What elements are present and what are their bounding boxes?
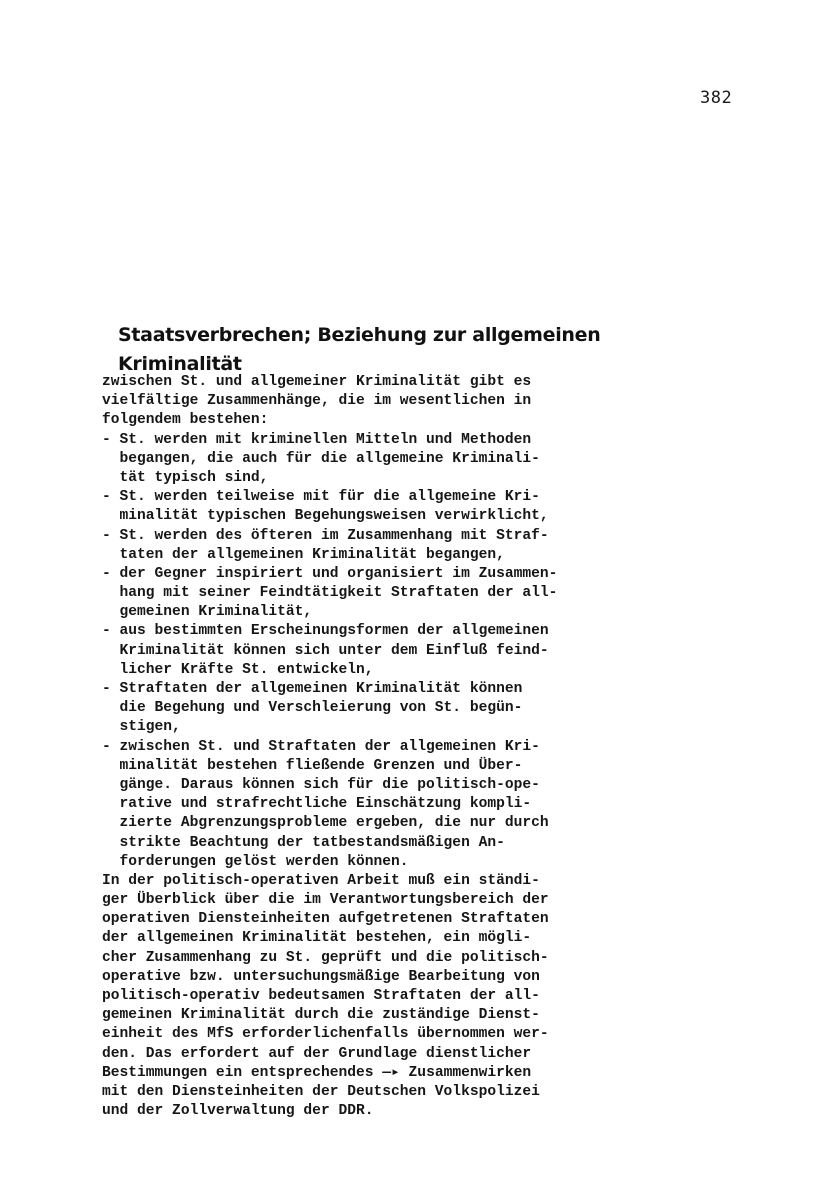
body-line: die Begehung und Verschleierung von St. begün- [102, 700, 523, 717]
body-line: cher Zusammenhang zu St. geprüft und die politisch- [102, 949, 549, 966]
body-line: tät typisch sind, [102, 469, 269, 486]
body-line: forderungen gelöst werden können. [102, 853, 409, 870]
body-line: den. Das erfordert auf der Grundlage dienstlicher [102, 1045, 532, 1062]
body-line: licher Kräfte St. entwickeln, [102, 661, 374, 678]
body-line: Kriminalität können sich unter dem Einfluß feind- [102, 642, 549, 659]
body-line: gemeinen Kriminalität, [102, 604, 313, 621]
body-line: hang mit seiner Feindtätigkeit Straftaten der all- [102, 585, 558, 602]
body-line: operativen Diensteinheiten aufgetretenen Straftaten [102, 911, 549, 928]
heading-line-2: Kriminalität [118, 353, 242, 375]
body-line: und der Zollverwaltung der DDR. [102, 1103, 374, 1120]
body-line: operative bzw. untersuchungsmäßige Bearbeitung von [102, 968, 540, 985]
body-line: rative und strafrechtliche Einschätzung kompli- [102, 796, 532, 813]
body-line: - St. werden mit kriminellen Mitteln und Methoden [102, 431, 532, 448]
body-line: zwischen St. und allgemeiner Kriminalität gibt es [102, 374, 532, 390]
body-line: In der politisch-operativen Arbeit muß ein ständi- [102, 872, 540, 889]
entry-body [102, 373, 632, 1121]
page-number: 382 [700, 88, 733, 108]
body-line: - St. werden des öfteren im Zusammenhang mit Straf- [102, 527, 549, 544]
body-line: minalität typischen Begehungsweisen verwirklicht, [102, 508, 549, 525]
body-line: - St. werden teilweise mit für die allgemeine Kri- [102, 489, 540, 506]
body-line: taten der allgemeinen Kriminalität begangen, [102, 546, 505, 563]
body-line: einheit des MfS erforderlichenfalls übernommen wer- [102, 1026, 549, 1043]
body-line: strikte Beachtung der tatbestandsmäßigen An- [102, 834, 505, 851]
body-line: - Straftaten der allgemeinen Kriminalität können [102, 681, 523, 697]
body-line: zierte Abgrenzungsprobleme ergeben, die nur durch [102, 815, 549, 832]
body-line: der allgemeinen Kriminalität bestehen, ein mögli- [102, 930, 532, 947]
body-line: begangen, die auch für die allgemeine Kriminali- [102, 450, 540, 467]
body-line: minalität bestehen fließende Grenzen und Über- [102, 757, 523, 774]
body-line: Bestimmungen ein entsprechendes —▸ Zusammenwirken [102, 1064, 532, 1081]
body-line: - aus bestimmten Erscheinungsformen der allgemeinen [102, 623, 549, 640]
body-line: folgendem bestehen: [102, 412, 269, 429]
body-line: - zwischen St. und Straftaten der allgemeinen Kri- [102, 738, 540, 755]
body-line: stigen, [102, 719, 181, 736]
body-line: ger Überblick über die im Verantwortungsbereich der [102, 892, 549, 909]
body-line: gänge. Daraus können sich für die politisch-ope- [102, 776, 540, 793]
body-line: gemeinen Kriminalität durch die zuständige Dienst- [102, 1007, 540, 1024]
body-line: politisch-operativ bedeutsamen Straftaten der all- [102, 988, 540, 1004]
entry-heading [118, 321, 638, 379]
body-line: - der Gegner inspiriert und organisiert im Zusammen- [102, 565, 558, 582]
heading-line-1: Staatsverbrechen; Beziehung zur allgemeinen [118, 324, 601, 346]
body-line: mit den Diensteinheiten der Deutschen Volkspolizei [102, 1083, 540, 1100]
body-line: vielfältige Zusammenhänge, die im wesentlichen in [102, 393, 532, 410]
